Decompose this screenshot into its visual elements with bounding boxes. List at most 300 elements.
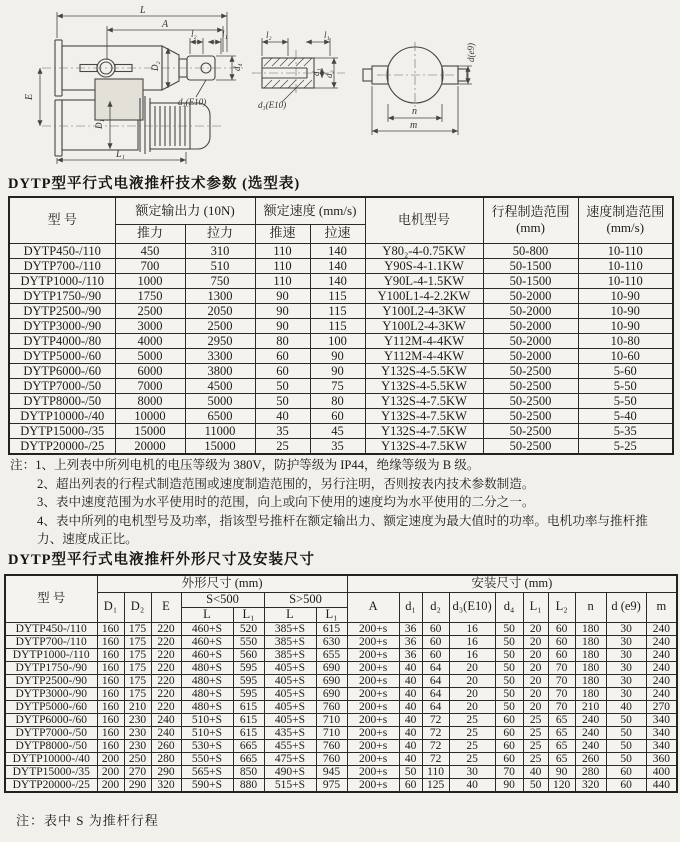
col-header-A: A	[347, 592, 399, 622]
value-cell: Y112M-4-4KW	[365, 348, 483, 363]
value-cell: 490+S	[264, 765, 316, 778]
col-header-install-group: 安装尺寸 (mm)	[347, 575, 677, 592]
value-cell: Y132S-4-7.5KW	[365, 438, 483, 454]
value-cell: Y100L1-4-2.2KW	[365, 288, 483, 303]
dim-label-d3: d₃(E10)	[178, 97, 207, 107]
value-cell: Y90S-4-1.1KW	[365, 258, 483, 273]
model-cell: DYTP700-/110	[5, 635, 97, 648]
value-cell: 2500	[115, 303, 185, 318]
value-cell: 15000	[185, 438, 255, 454]
value-cell: 25	[523, 752, 548, 765]
value-cell: 115	[310, 318, 365, 333]
value-cell: 40	[255, 408, 310, 423]
value-cell: 200	[97, 778, 124, 792]
value-cell: 240	[646, 674, 677, 687]
value-cell: 180	[575, 674, 606, 687]
value-cell: 750	[185, 273, 255, 288]
model-cell: DYTP6000-/60	[9, 363, 115, 378]
dim-label-d4: d₄	[232, 63, 242, 71]
value-cell: 20	[523, 635, 548, 648]
model-cell: DYTP7000-/50	[9, 378, 115, 393]
value-cell: 480+S	[181, 700, 233, 713]
value-cell: Y80₂-4-0.75KW	[365, 243, 483, 258]
value-cell: 40	[399, 752, 422, 765]
value-cell: 200+s	[347, 726, 399, 739]
value-cell: 210	[124, 700, 151, 713]
table-row	[9, 423, 673, 438]
col-header-L2: L₂	[548, 592, 575, 622]
value-cell: 160	[97, 648, 124, 661]
value-cell: 220	[151, 674, 181, 687]
model-cell: DYTP10000-/40	[9, 408, 115, 423]
value-cell: 240	[646, 622, 677, 635]
model-cell: DYTP7000-/50	[5, 726, 97, 739]
value-cell: 240	[646, 635, 677, 648]
value-cell: 50	[495, 687, 523, 700]
table-row	[5, 674, 677, 687]
table-row	[9, 303, 673, 318]
value-cell: 270	[124, 765, 151, 778]
spec-table-body	[9, 243, 673, 454]
spec-table	[8, 196, 674, 455]
value-cell: 20	[523, 661, 548, 674]
model-cell: DYTP8000-/50	[9, 393, 115, 408]
value-cell: 850	[233, 765, 264, 778]
value-cell: 72	[422, 752, 449, 765]
value-cell: 200+s	[347, 661, 399, 674]
value-cell: 180	[575, 622, 606, 635]
value-cell: 515+S	[264, 778, 316, 792]
value-cell: 50-2500	[483, 393, 578, 408]
value-cell: 760	[316, 700, 347, 713]
value-cell: 385+S	[264, 622, 316, 635]
value-cell: 50	[495, 648, 523, 661]
col-header-de9: d (e9)	[606, 592, 646, 622]
value-cell: 385+S	[264, 648, 316, 661]
value-cell: Y132S-4-7.5KW	[365, 408, 483, 423]
dim-label-clevis-l2: l₂	[266, 30, 272, 40]
value-cell: 50-2500	[483, 408, 578, 423]
value-cell: 90	[310, 348, 365, 363]
value-cell: 50-800	[483, 243, 578, 258]
value-cell: 60	[495, 739, 523, 752]
table-row	[9, 318, 673, 333]
model-cell: DYTP700-/110	[9, 258, 115, 273]
value-cell: 20	[523, 687, 548, 700]
value-cell: 120	[548, 778, 575, 792]
value-cell: 160	[97, 726, 124, 739]
value-cell: Y132S-4-7.5KW	[365, 393, 483, 408]
value-cell: 690	[316, 687, 347, 700]
value-cell: 5-50	[578, 378, 673, 393]
value-cell: Y112M-4-4KW	[365, 333, 483, 348]
note-1-text: 1、上列表中所列电机的电压等级为 380V，防护等级为 IP44，绝缘等级为 B 级。	[35, 458, 480, 472]
value-cell: 25	[449, 713, 495, 726]
table-row	[5, 778, 677, 792]
dim-label-A: A	[162, 19, 169, 30]
note-3-text: 3、表中速度范围为水平使用时的范围，向上或向下使用的速度均为水平使用的二分之一。	[37, 495, 535, 509]
value-cell: 200+s	[347, 687, 399, 700]
value-cell: 5000	[185, 393, 255, 408]
value-cell: 72	[422, 726, 449, 739]
table-row	[5, 700, 677, 713]
value-cell: 460+S	[181, 635, 233, 648]
value-cell: 480+S	[181, 674, 233, 687]
value-cell: 60	[399, 778, 422, 792]
col-header-L1-gt: L₁	[316, 607, 347, 622]
value-cell: 5000	[115, 348, 185, 363]
value-cell: 340	[646, 739, 677, 752]
value-cell: 50	[495, 622, 523, 635]
value-cell: 30	[606, 648, 646, 661]
value-cell: 510+S	[181, 713, 233, 726]
value-cell: 8000	[115, 393, 185, 408]
value-cell: 595	[233, 661, 264, 674]
value-cell: Y132S-4-5.5KW	[365, 363, 483, 378]
value-cell: 250	[124, 752, 151, 765]
table2-note: 注：表中 S 为推杆行程	[16, 813, 159, 828]
value-cell: 405+S	[264, 674, 316, 687]
value-cell: 455+S	[264, 739, 316, 752]
value-cell: 65	[548, 739, 575, 752]
value-cell: 50-2000	[483, 318, 578, 333]
value-cell: 175	[124, 674, 151, 687]
col-header-n: n	[575, 592, 606, 622]
value-cell: 220	[151, 661, 181, 674]
col-header-outline-group: 外形尺寸 (mm)	[97, 575, 347, 592]
value-cell: 45	[310, 423, 365, 438]
value-cell: 510+S	[181, 726, 233, 739]
value-cell: 50	[255, 393, 310, 408]
value-cell: 35	[310, 438, 365, 454]
value-cell: 230	[124, 726, 151, 739]
dim-label-E: E	[24, 93, 35, 100]
value-cell: 160	[97, 700, 124, 713]
value-cell: 700	[115, 258, 185, 273]
value-cell: 70	[548, 674, 575, 687]
model-cell: DYTP5000-/60	[5, 700, 97, 713]
value-cell: 180	[575, 661, 606, 674]
value-cell: 405+S	[264, 687, 316, 700]
value-cell: 760	[316, 752, 347, 765]
value-cell: 220	[151, 622, 181, 635]
col-header-d2: d₂	[422, 592, 449, 622]
value-cell: 405+S	[264, 661, 316, 674]
value-cell: 450	[115, 243, 185, 258]
value-cell: 240	[151, 726, 181, 739]
value-cell: 200+s	[347, 752, 399, 765]
value-cell: 50-2500	[483, 423, 578, 438]
value-cell: 110	[255, 258, 310, 273]
value-cell: 50	[495, 661, 523, 674]
value-cell: 15000	[115, 423, 185, 438]
value-cell: 16	[449, 648, 495, 661]
table-row	[5, 713, 677, 726]
dimension-table	[4, 574, 678, 793]
value-cell: 25	[449, 726, 495, 739]
value-cell: 880	[233, 778, 264, 792]
model-cell: DYTP3000-/90	[5, 687, 97, 700]
value-cell: 30	[606, 635, 646, 648]
value-cell: 20	[449, 674, 495, 687]
value-cell: 40	[399, 674, 422, 687]
value-cell: 10-110	[578, 273, 673, 288]
value-cell: 510	[185, 258, 255, 273]
value-cell: 1000	[115, 273, 185, 288]
value-cell: 690	[316, 661, 347, 674]
value-cell: 405+S	[264, 700, 316, 713]
value-cell: 3300	[185, 348, 255, 363]
value-cell: 50-2000	[483, 333, 578, 348]
table-row	[9, 378, 673, 393]
value-cell: 10000	[115, 408, 185, 423]
value-cell: 975	[316, 778, 347, 792]
value-cell: 70	[548, 687, 575, 700]
model-cell: DYTP1750-/90	[5, 661, 97, 674]
value-cell: 1300	[185, 288, 255, 303]
col-header-L-lt: L	[181, 607, 233, 622]
dim-label-D1: D₁	[94, 119, 104, 129]
value-cell: Y132S-4-5.5KW	[365, 378, 483, 393]
value-cell: 530+S	[181, 739, 233, 752]
value-cell: 615	[233, 713, 264, 726]
value-cell: 180	[575, 687, 606, 700]
value-cell: 60	[495, 752, 523, 765]
value-cell: 50-1500	[483, 258, 578, 273]
value-cell: 4500	[185, 378, 255, 393]
value-cell: 72	[422, 713, 449, 726]
value-cell: 35	[255, 423, 310, 438]
dim-label-l2: l₂	[191, 29, 197, 39]
value-cell: 110	[255, 243, 310, 258]
value-cell: 240	[646, 648, 677, 661]
value-cell: 10-60	[578, 348, 673, 363]
value-cell: 240	[575, 739, 606, 752]
value-cell: 595	[233, 674, 264, 687]
value-cell: 220	[151, 635, 181, 648]
model-cell: DYTP4000-/80	[9, 333, 115, 348]
value-cell: 200+s	[347, 739, 399, 752]
value-cell: 160	[97, 622, 124, 635]
value-cell: 25	[255, 438, 310, 454]
value-cell: 160	[97, 739, 124, 752]
table-row	[5, 739, 677, 752]
value-cell: 240	[151, 713, 181, 726]
table-row	[5, 635, 677, 648]
table-row	[5, 622, 677, 635]
table-row	[9, 363, 673, 378]
dim-label-clevis-l1: l₁	[324, 30, 330, 40]
table-row	[9, 438, 673, 454]
value-cell: 6500	[185, 408, 255, 423]
value-cell: 20	[523, 674, 548, 687]
value-cell: 280	[575, 765, 606, 778]
value-cell: 30	[606, 622, 646, 635]
table-row	[9, 288, 673, 303]
dim-label-n: n	[412, 106, 417, 117]
value-cell: 110	[255, 273, 310, 288]
value-cell: 2050	[185, 303, 255, 318]
value-cell: 80	[310, 393, 365, 408]
table-row	[9, 243, 673, 258]
model-cell: DYTP15000-/35	[5, 765, 97, 778]
value-cell: 60	[495, 713, 523, 726]
model-cell: DYTP3000-/90	[9, 318, 115, 333]
value-cell: 615	[233, 700, 264, 713]
value-cell: 25	[523, 739, 548, 752]
value-cell: 60	[548, 635, 575, 648]
value-cell: 5-50	[578, 393, 673, 408]
value-cell: 480+S	[181, 687, 233, 700]
dim-label-clevis-d1: d₁	[311, 68, 321, 76]
model-cell: DYTP1750-/90	[9, 288, 115, 303]
value-cell: 160	[97, 713, 124, 726]
value-cell: 435+S	[264, 726, 316, 739]
col-header-L-gt: L	[264, 607, 316, 622]
value-cell: Y90L-4-1.5KW	[365, 273, 483, 288]
value-cell: 230	[124, 713, 151, 726]
table-row	[5, 648, 677, 661]
value-cell: 100	[310, 333, 365, 348]
value-cell: 140	[310, 258, 365, 273]
value-cell: 200+s	[347, 765, 399, 778]
value-cell: 50-2000	[483, 303, 578, 318]
value-cell: 10-90	[578, 318, 673, 333]
value-cell: 50-2000	[483, 288, 578, 303]
value-cell: 40	[399, 739, 422, 752]
value-cell: 65	[548, 752, 575, 765]
value-cell: 595	[233, 687, 264, 700]
value-cell: 10-110	[578, 258, 673, 273]
dimension-table-body	[5, 622, 677, 792]
table-row	[5, 726, 677, 739]
value-cell: 655	[316, 648, 347, 661]
value-cell: 10-90	[578, 288, 673, 303]
value-cell: 90	[495, 778, 523, 792]
value-cell: 240	[575, 713, 606, 726]
value-cell: 405+S	[264, 713, 316, 726]
value-cell: 520	[233, 622, 264, 635]
value-cell: 175	[124, 661, 151, 674]
value-cell: 64	[422, 661, 449, 674]
value-cell: 6000	[115, 363, 185, 378]
note-2-text: 2、超出列表的行程式制造范围或速度制造范围的，另行注明，否则按表内技术参数制造。	[37, 476, 535, 491]
value-cell: 200+s	[347, 778, 399, 792]
col-header-E: E	[151, 592, 181, 622]
table-row	[9, 408, 673, 423]
value-cell: 70	[548, 700, 575, 713]
dim-label-de9: d(e9)	[466, 43, 476, 62]
value-cell: 70	[495, 765, 523, 778]
value-cell: 115	[310, 288, 365, 303]
note-line-2	[10, 475, 670, 494]
value-cell: 200	[97, 765, 124, 778]
value-cell: 115	[310, 303, 365, 318]
value-cell: 175	[124, 622, 151, 635]
push-rod-drawing	[0, 0, 680, 172]
value-cell: 60	[495, 726, 523, 739]
value-cell: 290	[151, 765, 181, 778]
value-cell: 50	[495, 635, 523, 648]
value-cell: 20	[449, 700, 495, 713]
value-cell: 90	[255, 288, 310, 303]
value-cell: 1750	[115, 288, 185, 303]
col-header-push-force: 推力	[115, 224, 185, 243]
value-cell: 25	[523, 713, 548, 726]
value-cell: 10-80	[578, 333, 673, 348]
col-header-pull-speed: 拉速	[310, 224, 365, 243]
dim-label-D2: D₂	[150, 61, 160, 71]
value-cell: 40	[523, 765, 548, 778]
col-header-D1: D₁	[97, 592, 124, 622]
col-header-model2: 型 号	[5, 575, 97, 622]
col-header-model: 型 号	[9, 197, 115, 243]
value-cell: 615	[316, 622, 347, 635]
value-cell: 50	[606, 752, 646, 765]
value-cell: 140	[310, 273, 365, 288]
value-cell: 50-2000	[483, 348, 578, 363]
model-cell: DYTP1000-/110	[5, 648, 97, 661]
col-header-d1: d₁	[399, 592, 422, 622]
value-cell: 160	[97, 661, 124, 674]
dim-label-m: m	[410, 120, 418, 131]
value-cell: 615	[233, 726, 264, 739]
value-cell: 11000	[185, 423, 255, 438]
value-cell: Y100L2-4-3KW	[365, 303, 483, 318]
model-cell: DYTP8000-/50	[5, 739, 97, 752]
value-cell: 270	[646, 700, 677, 713]
value-cell: 30	[606, 674, 646, 687]
value-cell: 260	[151, 739, 181, 752]
table-row	[5, 687, 677, 700]
value-cell: 10-90	[578, 303, 673, 318]
value-cell: 200+s	[347, 700, 399, 713]
section2-title: DYTP型平行式电液推杆外形尺寸及安装尺寸	[8, 552, 315, 568]
col-header-D2: D₂	[124, 592, 151, 622]
value-cell: 560	[233, 648, 264, 661]
dim-label-L: L	[140, 5, 146, 16]
value-cell: 5-35	[578, 423, 673, 438]
value-cell: 340	[646, 713, 677, 726]
value-cell: 40	[606, 700, 646, 713]
value-cell: 710	[316, 713, 347, 726]
model-cell: DYTP10000-/40	[5, 752, 97, 765]
value-cell: 200+s	[347, 648, 399, 661]
value-cell: 475+S	[264, 752, 316, 765]
value-cell: 320	[151, 778, 181, 792]
table1-notes	[10, 456, 670, 549]
value-cell: 175	[124, 635, 151, 648]
value-cell: 90	[255, 318, 310, 333]
value-cell: 460+S	[181, 622, 233, 635]
value-cell: 20	[449, 661, 495, 674]
col-header-d3: d₃(E10)	[449, 592, 495, 622]
model-cell: DYTP15000-/35	[9, 423, 115, 438]
value-cell: 50-1500	[483, 273, 578, 288]
value-cell: 20	[449, 687, 495, 700]
value-cell: 290	[124, 778, 151, 792]
value-cell: 220	[151, 687, 181, 700]
value-cell: 70	[548, 661, 575, 674]
value-cell: 175	[124, 687, 151, 700]
table-row	[9, 348, 673, 363]
value-cell: 200+s	[347, 622, 399, 635]
value-cell: 260	[575, 752, 606, 765]
value-cell: 30	[449, 765, 495, 778]
dim-label-clevis-d2: d₂	[324, 70, 334, 78]
value-cell: 50-2500	[483, 363, 578, 378]
value-cell: 36	[399, 622, 422, 635]
